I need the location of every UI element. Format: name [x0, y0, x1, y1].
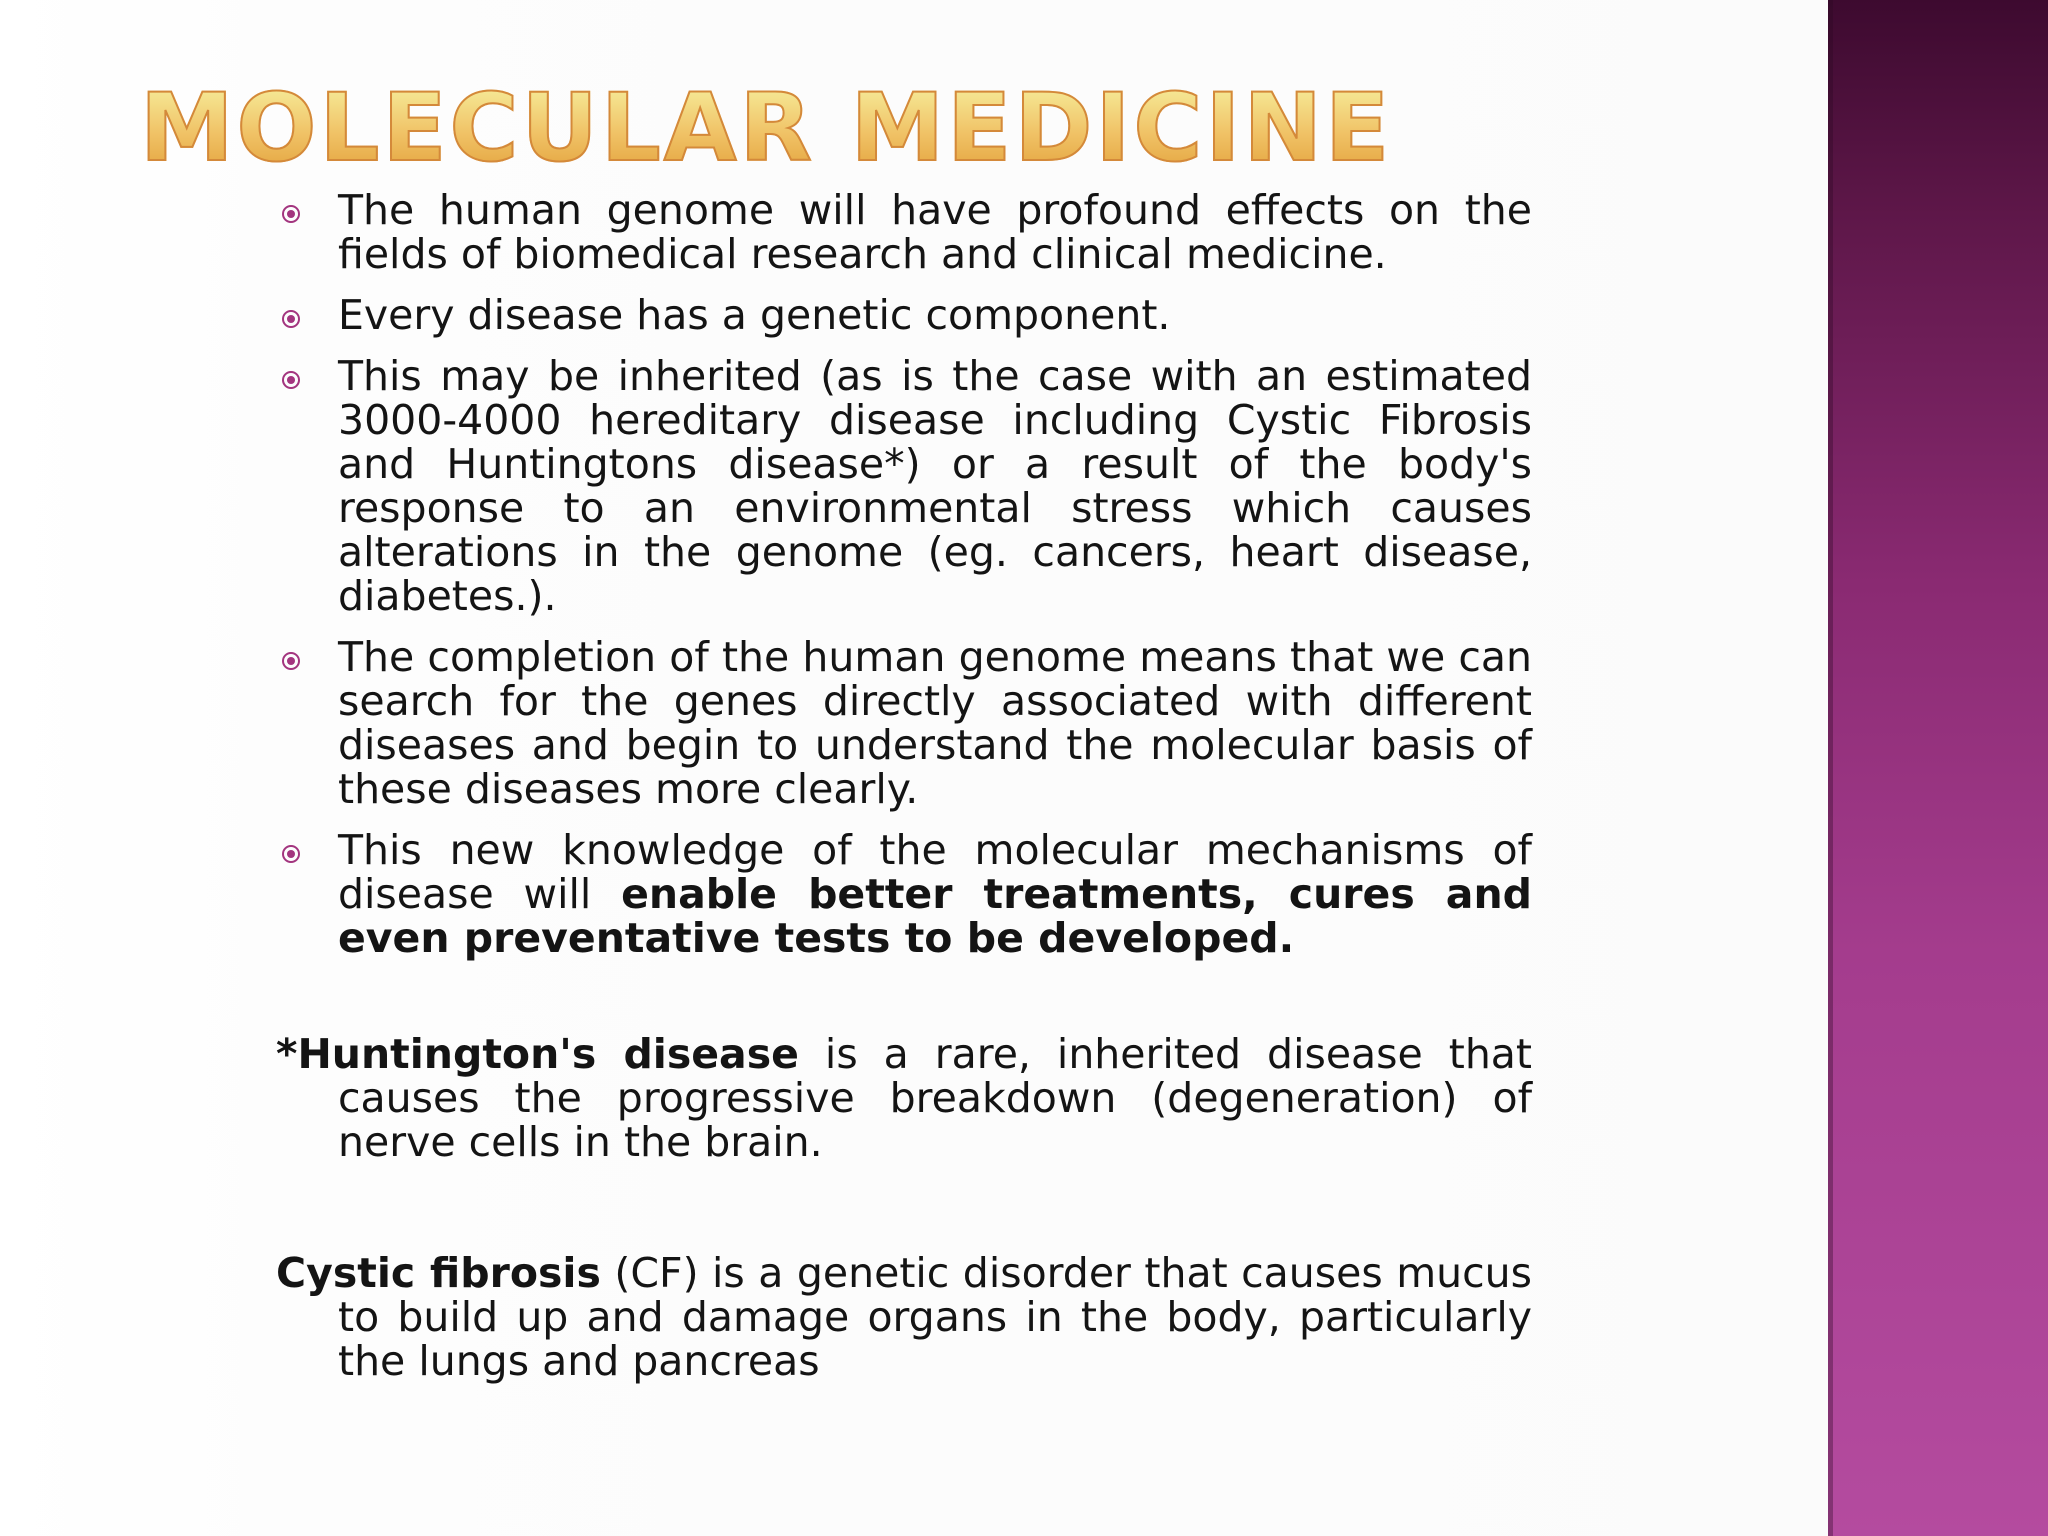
- footnote-huntingtons: [276, 1032, 1532, 1164]
- circle-dot-bullet-icon: [282, 371, 300, 389]
- footnote-cystic-fibrosis: [276, 1251, 1532, 1383]
- bullet-text-emphasis: enable better treatments, cures and even preventative tests to be developed.: [338, 870, 1533, 962]
- bullet-text: This may be inherited (as is the case with an estimated 3000-4000 hereditary disease including Cystic Fibrosis and Huntingtons disease*) or a result of the body's response to an environmental stress which causes alterations in the genome (eg. cancers, heart disease, diabetes.).: [338, 352, 1532, 620]
- circle-dot-bullet-icon: [282, 205, 300, 223]
- circle-dot-bullet-icon: [282, 310, 300, 328]
- decorative-side-bar: [1828, 0, 2048, 1536]
- slide-title: MOLECULAR MEDICINE: [140, 74, 1393, 183]
- footnote-text: (CF) is a genetic disorder that causes mucus to build up and damage organs in the body, particularly the lungs and pancreas: [338, 1249, 1533, 1385]
- bullet-item: [276, 188, 1532, 276]
- bullet-item: [276, 635, 1532, 811]
- circle-dot-bullet-icon: [282, 845, 300, 863]
- footnote-text: is a rare, inherited disease that causes the progressive breakdown (degeneration) of nerve cells in the brain.: [338, 1030, 1533, 1166]
- footnote-term: *Huntington's disease: [276, 1030, 799, 1078]
- bullet-text: The human genome will have profound effects on the fields of biomedical research and clinical medicine.: [338, 186, 1532, 278]
- bullet-item: [276, 354, 1532, 618]
- slide-body: [276, 188, 1532, 1383]
- footnote-term: Cystic fibrosis: [276, 1249, 601, 1297]
- bullet-item: [276, 293, 1532, 337]
- side-bar-edge: [1828, 0, 1833, 1536]
- bullet-text-plain: This new knowledge of the molecular mechanisms of disease will: [338, 826, 1532, 918]
- bullet-text: Every disease has a genetic component.: [338, 291, 1171, 339]
- bullet-item: [276, 828, 1532, 960]
- bullet-text: The completion of the human genome means that we can search for the genes directly associated with different diseases and begin to understand the molecular basis of these diseases more clearly.: [338, 633, 1532, 813]
- circle-dot-bullet-icon: [282, 652, 300, 670]
